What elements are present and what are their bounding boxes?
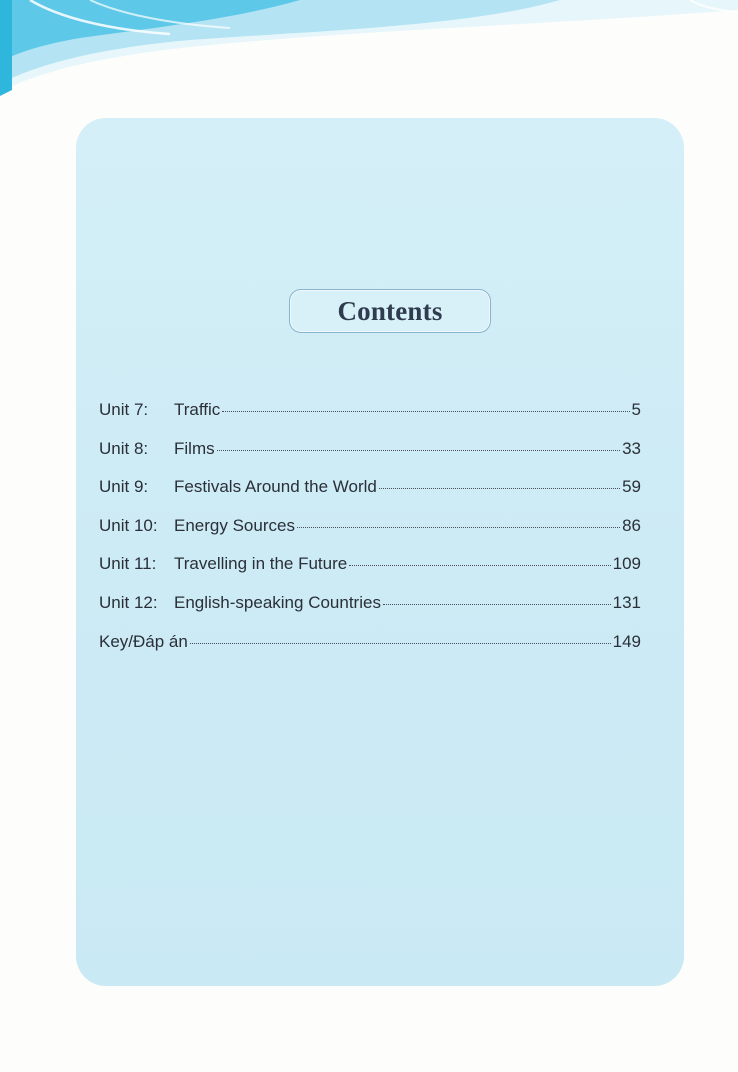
toc-title: Films xyxy=(174,438,215,458)
dot-leader xyxy=(222,411,629,412)
toc-title: English-speaking Countries xyxy=(174,592,381,612)
toc-unit-label: Unit 12: xyxy=(99,592,158,612)
toc-title: Festivals Around the World xyxy=(174,477,377,497)
toc-row-unit-8[interactable] xyxy=(99,439,641,478)
toc-unit-label: Unit 11: xyxy=(99,554,157,574)
toc-unit-label: Unit 7: xyxy=(99,400,149,419)
dot-leader xyxy=(217,450,620,451)
table-of-contents xyxy=(99,400,641,670)
toc-page-number: 86 xyxy=(622,515,641,535)
decorative-wave xyxy=(0,0,738,110)
toc-page-number: 109 xyxy=(612,554,641,574)
toc-page-number: 5 xyxy=(631,400,641,419)
dot-leader xyxy=(190,643,611,644)
contents-heading-box xyxy=(289,289,491,333)
dot-leader xyxy=(297,527,620,528)
toc-row-unit-7[interactable] xyxy=(99,400,641,439)
toc-title: Key/Đáp án xyxy=(99,631,188,651)
toc-row-unit-11[interactable] xyxy=(99,554,641,593)
toc-page-number: 149 xyxy=(612,631,641,651)
toc-title: Energy Sources xyxy=(174,515,295,535)
contents-title: Contents xyxy=(337,295,443,326)
toc-unit-label: Unit 8: xyxy=(99,438,149,458)
toc-row-unit-9[interactable] xyxy=(99,477,641,516)
toc-page-number: 131 xyxy=(612,592,641,612)
toc-row-unit-10[interactable] xyxy=(99,516,641,555)
toc-row-unit-12[interactable] xyxy=(99,593,641,632)
dot-leader xyxy=(383,604,611,605)
toc-title: Travelling in the Future xyxy=(174,554,348,574)
toc-unit-label: Unit 10: xyxy=(99,515,158,535)
toc-page-number: 59 xyxy=(622,477,641,497)
toc-unit-label: Unit 9: xyxy=(99,477,149,497)
dot-leader xyxy=(349,565,610,566)
toc-page-number: 33 xyxy=(622,438,641,458)
dot-leader xyxy=(379,488,620,489)
toc-row-key[interactable] xyxy=(99,632,641,671)
toc-title: Traffic xyxy=(174,400,221,419)
